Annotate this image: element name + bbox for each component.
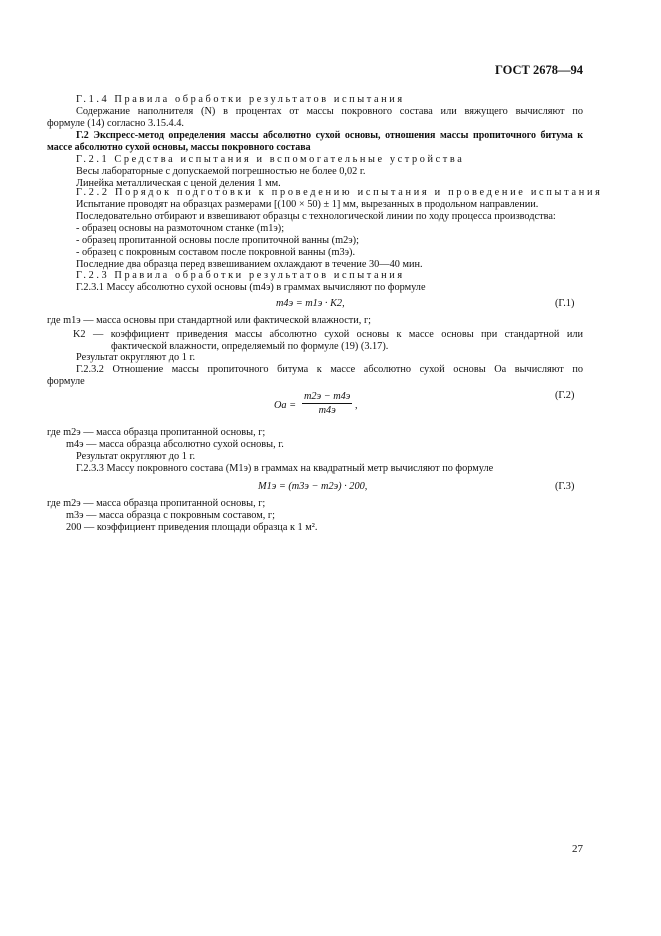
where-line: m4э — масса образца абсолютно сухой основы, г. <box>66 439 284 450</box>
fraction-denominator: m4э <box>318 405 336 416</box>
paragraph-line: Результат округляют до 1 г. <box>76 352 196 363</box>
paragraph-line: Г.2.3.2 Отношение массы пропиточного битума к массе абсолютно сухой основы Oа вычисляют по <box>76 364 583 375</box>
formula-g2-fraction <box>302 391 352 416</box>
where-line: m3э — масса образца с покровным составом, г; <box>66 510 275 521</box>
formula-number: (Г.3) <box>555 481 575 492</box>
paragraph-line: Последовательно отбирают и взвешивают образцы с технологической линии по ходу процесса производства: <box>76 211 556 222</box>
section-g14-title: Г.1.4 Правила обработки результатов испытания <box>76 94 405 105</box>
formula-g2-lhs: Oа = <box>274 400 297 411</box>
standard-header: ГОСТ 2678—94 <box>494 63 583 77</box>
paragraph-line: Весы лабораторные с допускаемой погрешностью не более 0,02 г. <box>76 166 366 177</box>
section-g2-title: Г.2 Экспресс-метод определения массы абсолютно сухой основы, отношения массы пропиточного битума к <box>76 130 583 141</box>
list-item: - образец с покровным составом после покровной ванны (m3э). <box>76 247 356 258</box>
paragraph-line: Последние два образца перед взвешиванием охлаждают в течение 30—40 мин. <box>76 259 423 270</box>
section-g22-title: Г.2.2 Порядок подготовки к проведению испытания и проведение испытания <box>76 187 603 198</box>
where-line: 200 — коэффициент приведения площади образца к 1 м². <box>66 522 318 533</box>
paragraph-line: Г.2.3.1 Массу абсолютно сухой основы (m4э) в граммах вычисляют по формуле <box>76 282 426 293</box>
paragraph-line: формуле (14) согласно 3.15.4.4. <box>47 118 185 129</box>
where-line: где m1э — масса основы при стандартной или фактической влажности, г; <box>47 315 372 326</box>
document-page: ГОСТ 2678—94 Г.1.4 Правила обработки результатов испытания Содержание наполнителя (N) в процентах от массы покровного состава или вяжущего вычисляют по формуле (14) согласно 3.15.4.4. Г.2 Экспресс-метод определения массы абсолютно сухой основы, отношения массы пропиточного битума к массе абсолютно сухой основы, массы покровного состава Г.2.1 Средства испытания и вспомогательные устройства Весы лабораторные с допускаемой погрешностью не более 0,02 г. Линейка металлическая с ценой деления 1 мм. Г.2.2 Порядок подготовки к проведению испытания и проведение испытания Испытание проводят на образцах размерами [(100 × 50) ± 1] мм, вырезанных в продольном направлении. Последовательно отбирают и взвешивают образцы с технологической линии по ходу процесса производства: - образец основы на размоточном станке (m1э); - образец пропитанной основы после пропиточной ванны (m2э); - образец с покровным составом после покровной ванны (m3э). Последние два образца перед взвешиванием охлаждают в течение 30—40 мин. Г.2.3 Правила обработки результатов испытания Г.2.3.1 Массу абсолютно сухой основы (m4э) в граммах вычисляют по формуле m4э = m1э · K2, (Г.1) где m1э — масса основы при стандартной или фактической влажности, г; K2 — коэффициент приведения массы абсолютно сухой основы к массе основы при стандартной или фактической влажности, определяемый по формуле (19) (3.17). Результат округляют до 1 г. Г.2.3.2 Отношение массы пропиточного битума к массе абсолютно сухой основы Oа вычисляют по формуле Oа = m2э − m4э m4э , (Г.2) где m2э — масса образца пропитанной основы, г; m4э — масса образца абсолютно сухой основы, г. Результат округляют до 1 г. Г.2.3.3 Массу покровного состава (M1э) в граммах на квадратный метр вычисляют по формуле M1э = (m3э − m2э) · 200, (Г.3) где m2э — масса образца пропитанной основы, г; m3э — масса образца с покровным составом, г; 200 — коэффициент приведения площади образца к 1 м². 27 <box>47 63 603 855</box>
fraction-numerator: m2э − m4э <box>304 391 351 402</box>
where-line: где m2э — масса образца пропитанной основы, г; <box>47 427 266 438</box>
formula-number: (Г.2) <box>555 390 575 401</box>
formula-g1: m4э = m1э · K2, <box>276 298 345 309</box>
paragraph-line: Результат округляют до 1 г. <box>76 451 196 462</box>
list-item: - образец пропитанной основы после пропиточной ванны (m2э); <box>76 235 359 246</box>
paragraph-line: формуле <box>47 376 85 387</box>
section-g23-title: Г.2.3 Правила обработки результатов испытания <box>76 270 405 281</box>
section-g21-title: Г.2.1 Средства испытания и вспомогательные устройства <box>76 154 465 165</box>
paragraph-line: Линейка металлическая с ценой деления 1 мм. <box>76 178 281 189</box>
section-g2-title-cont: массе абсолютно сухой основы, массы покровного состава <box>47 142 311 153</box>
where-line: где m2э — масса образца пропитанной основы, г; <box>47 498 266 509</box>
where-line: K2 — коэффициент приведения массы абсолютно сухой основы к массе основы при стандартной или <box>73 329 583 340</box>
paragraph-line: Содержание наполнителя (N) в процентах от массы покровного состава или вяжущего вычисляют по <box>76 106 583 117</box>
paragraph-line: Испытание проводят на образцах размерами [(100 × 50) ± 1] мм, вырезанных в продольном направлении. <box>76 199 539 210</box>
paragraph-line: Г.2.3.3 Массу покровного состава (M1э) в граммах на квадратный метр вычисляют по формуле <box>76 463 494 474</box>
formula-number: (Г.1) <box>555 298 575 309</box>
list-item: - образец основы на размоточном станке (m1э); <box>76 223 285 234</box>
formula-g3: M1э = (m3э − m2э) · 200, <box>258 481 368 492</box>
where-line: фактической влажности, определяемый по формуле (19) (3.17). <box>111 341 389 352</box>
page-number: 27 <box>572 843 583 855</box>
